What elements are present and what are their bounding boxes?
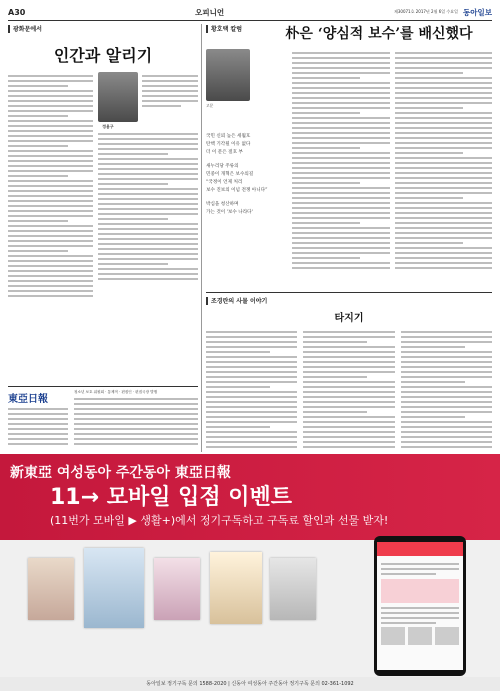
author-name: 정용구 [102,124,114,129]
magazine-cover-3 [154,558,200,620]
masthead-box [8,386,198,454]
pull-quotes: 국민 신뢰 높은 세월호 탄핵 기각될 이유 없다 더 이 문은 절호 부 새누리당 주류의 민중이 개혁은 보수의길 “국정이 언제 처리 보수 진보의 이념 전쟁 아니다” 박심을 청산하며 가는 것이 '보수 나라다' [206,134,268,215]
magazine-cover-4 [210,552,262,624]
ad-banner [0,454,500,540]
magazine-cover-1 [28,558,74,620]
page-number: A30 [8,7,26,17]
column-head: 황호택 칼럼 [206,24,492,33]
story-box [206,292,492,452]
section-title: 오피니언 [195,7,225,17]
phone-screen [377,542,463,670]
center-column [206,24,492,289]
story-body [206,328,492,451]
advertisement [0,454,500,691]
ad-brands: 新東亞 여성동아 주간동아 東亞日報 [10,465,231,481]
left-body [8,72,198,300]
header-rule [8,20,492,21]
issue-date: 제30071호 2017년 2월 6일 수요일 [394,9,458,14]
center-body [292,49,492,272]
column-divider [201,24,202,452]
brand-name: 동아일보 [463,7,492,17]
column-head: 광화문에서 [8,24,198,33]
column-title: 인간과 알리기 [53,46,153,65]
left-column [8,24,198,454]
column-title: 朴은 ‘양심적 보수’를 배신했다 [285,26,473,42]
masthead-caption: 청소년 보호 위원회 · 통제적 · 편집인 · 편집국장 발행 [74,390,158,394]
story-title: 타지기 [334,313,364,324]
phone-mockup [374,536,466,676]
column-head: 조경란의 사물 이야기 [206,296,492,305]
magazine-cover-2 [84,548,144,628]
ad-footer: 동아일보 정기구독 문의 1588-2020 | 신동아 여성동아 주간동아 정기구독 문의 02-361-1092 [0,677,500,691]
author-photo [206,49,250,101]
ad-subline: (11번가 모바일 ▶ 생활+)에서 정기구독하고 구독료 할인과 선물 받자! [50,514,389,527]
magazine-cover-5 [270,558,316,620]
ad-headline: 11→ 모바일 입점 이벤트 [50,485,293,510]
author-name: 고문 [206,103,214,108]
author-photo [98,72,138,122]
newspaper-logo: 東亞日報 [8,394,48,405]
page-header [8,6,492,18]
